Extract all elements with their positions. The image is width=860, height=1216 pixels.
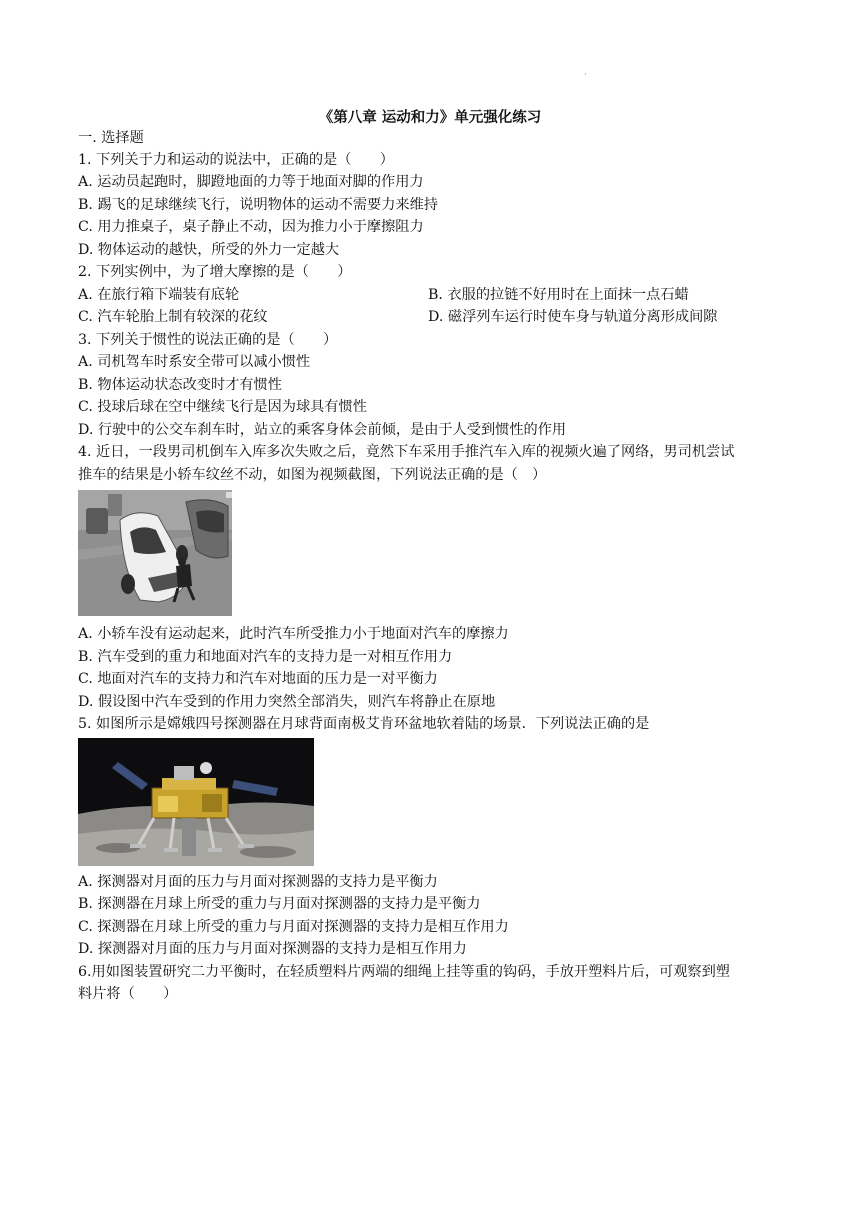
question-4-photo xyxy=(78,490,232,616)
question-1-option-d: D. 物体运动的越快，所受的外力一定越大 xyxy=(78,242,340,258)
question-3-option-b: B. 物体运动状态改变时才有惯性 xyxy=(78,377,282,393)
question-5-option-b: B. 探测器在月球上所受的重力与月面对探测器的支持力是平衡力 xyxy=(78,896,481,912)
question-5-option-c: C. 探测器在月球上所受的重力与月面对探测器的支持力是相互作用力 xyxy=(78,919,509,935)
question-3-option-d: D. 行驶中的公交车刹车时，站立的乘客身体会前倾，是由于人受到惯性的作用 xyxy=(78,422,567,438)
question-4-option-c: C. 地面对汽车的支持力和汽车对地面的压力是一对平衡力 xyxy=(78,671,438,687)
question-2-option-d: D. 磁浮列车运行时使车身与轨道分离形成间隙 xyxy=(428,309,718,325)
question-2-option-a: A. 在旅行箱下端装有底轮 xyxy=(78,287,240,303)
question-1-option-b: B. 踢飞的足球继续飞行，说明物体的运动不需要力来维持 xyxy=(78,197,438,213)
question-6-stem-line-2: 料片将（ ） xyxy=(78,986,178,1002)
page-mark: · xyxy=(584,70,587,79)
question-4-stem-line-1: 4. 近日，一段男司机倒车入库多次失败之后，竟然下车采用手推汽车入库的视频火遍了网络，男司机尝试 xyxy=(78,444,735,460)
question-4-option-d: D. 假设图中汽车受到的作用力突然全部消失，则汽车将静止在原地 xyxy=(78,694,496,710)
section-heading: 一. 选择题 xyxy=(78,130,144,146)
question-3-option-a: A. 司机驾车时系安全带可以减小惯性 xyxy=(78,354,311,370)
question-2-option-b: B. 衣服的拉链不好用时在上面抹一点石蜡 xyxy=(428,287,689,303)
question-1-option-c: C. 用力推桌子，桌子静止不动，因为推力小于摩擦阻力 xyxy=(78,219,424,235)
question-5-option-a: A. 探测器对月面的压力与月面对探测器的支持力是平衡力 xyxy=(78,874,438,890)
question-5-option-d: D. 探测器对月面的压力与月面对探测器的支持力是相互作用力 xyxy=(78,941,467,957)
question-3-option-c: C. 投球后球在空中继续飞行是因为球具有惯性 xyxy=(78,399,367,415)
question-1-stem: 1. 下列关于力和运动的说法中，正确的是（ ） xyxy=(78,152,394,168)
question-2-stem: 2. 下列实例中，为了增大摩擦的是（ ） xyxy=(78,264,352,280)
question-1-option-a: A. 运动员起跑时，脚蹬地面的力等于地面对脚的作用力 xyxy=(78,174,424,190)
question-6-stem-line-1: 6.用如图装置研究二力平衡时，在轻质塑料片两端的细绳上挂等重的钩码，手放开塑料片后，可观察到塑 xyxy=(78,964,730,980)
question-2-option-c: C. 汽车轮胎上制有较深的花纹 xyxy=(78,309,268,325)
page-title: 《第八章 运动和力》单元强化练习 xyxy=(318,109,542,126)
question-4-option-a: A. 小轿车没有运动起来，此时汽车所受推力小于地面对汽车的摩擦力 xyxy=(78,626,509,642)
question-5-stem: 5. 如图所示是嫦娥四号探测器在月球背面南极艾肯环盆地软着陆的场景．下列说法正确的是 xyxy=(78,716,650,732)
question-5-photo xyxy=(78,738,314,866)
question-4-stem-line-2: 推车的结果是小轿车纹丝不动，如图为视频截图，下列说法正确的是（ ） xyxy=(78,467,547,483)
question-3-stem: 3. 下列关于惯性的说法正确的是（ ） xyxy=(78,332,338,348)
question-4-option-b: B. 汽车受到的重力和地面对汽车的支持力是一对相互作用力 xyxy=(78,649,453,665)
